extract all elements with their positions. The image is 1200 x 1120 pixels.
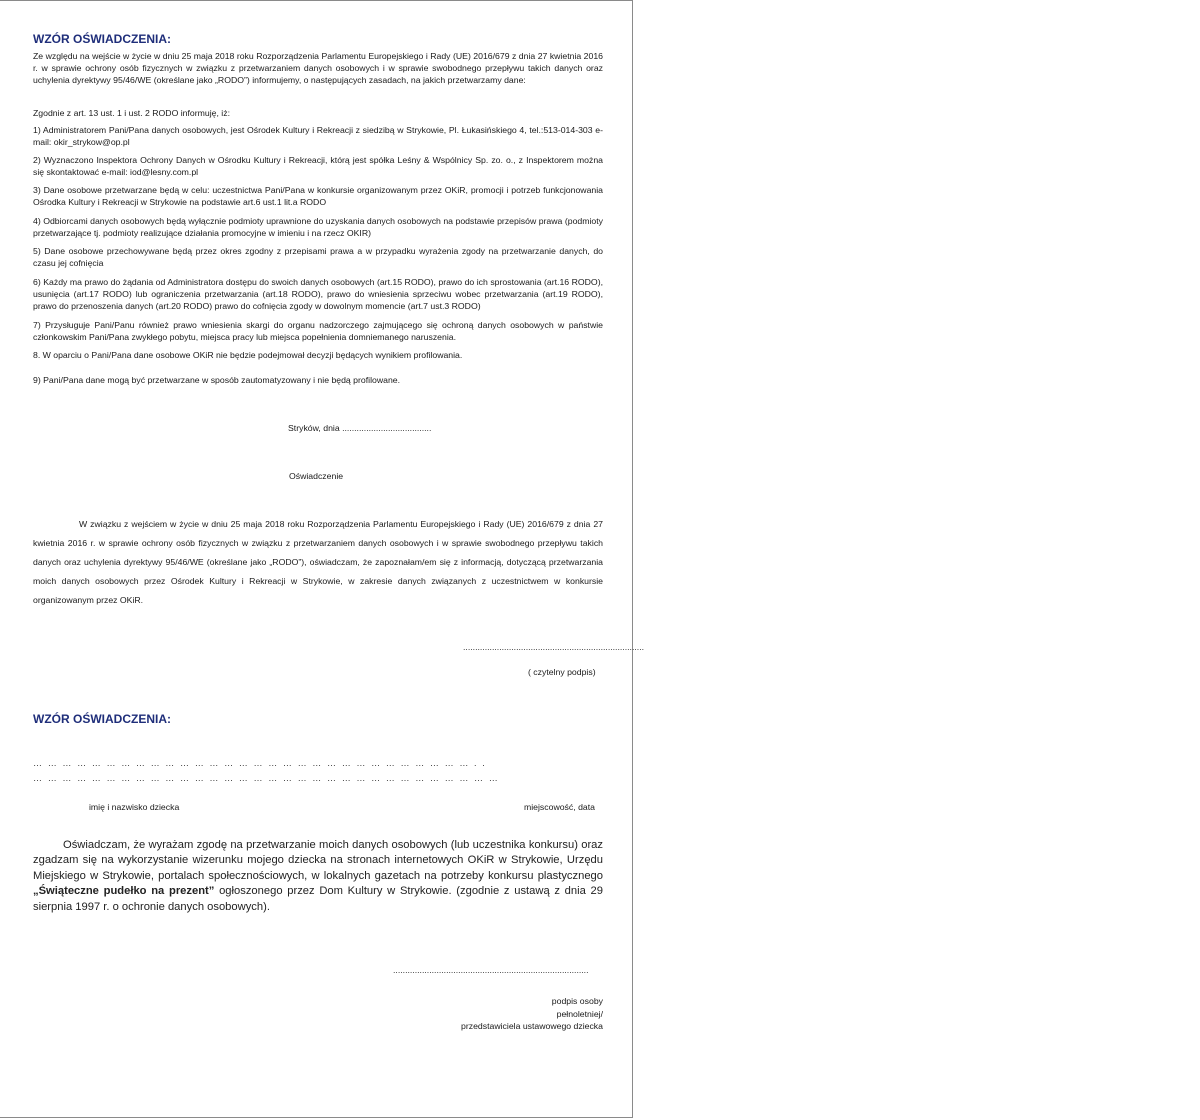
- rodo-point: 9) Pani/Pana dane mogą być przetwarzane w sposób zautomatyzowany i nie będą profilowane.: [33, 375, 401, 385]
- child-name-label: imię i nazwisko dziecka: [89, 802, 180, 812]
- rodo-point: 7) Przysługuje Pani/Panu również prawo wniesienia skargi do organu nadzorczego zajmującego się ochroną danych osobowych w państwie członkowskim Pani/Pana zwykłego pobytu, miejsca pracy lub miejsca popełnienia domniemanego naruszenia.: [33, 320, 603, 343]
- consent-text-part-2: ogłoszonego przez Dom Kultury w Strykowie. (zgodnie z ustawą z dnia 29 sierpnia 1997 r. o ochronie danych osobowych).: [33, 885, 603, 913]
- rodo-point: 4) Odbiorcami danych osobowych będą wyłącznie podmioty uprawnione do uzyskania danych osobowych na podstawie przepisów prawa (podmioty przetwarzające tj. podmioty realizujące działania promocyjne w imieniu i na rzecz OKIR): [33, 216, 603, 239]
- signature-caption-line: pełnoletniej/: [556, 1008, 603, 1019]
- consent-paragraph: [33, 838, 603, 915]
- statement-body: [33, 515, 603, 610]
- heading-wzor-oswiadczenia-2: WZÓR OŚWIADCZENIA:: [33, 712, 171, 726]
- contest-name: „Świąteczne pudełko na prezent”: [33, 885, 215, 898]
- signature-line: ...........................................................................: [463, 642, 645, 652]
- place-date-label: miejscowość, data: [524, 802, 595, 812]
- heading-wzor-oswiadczenia: WZÓR OŚWIADCZENIA:: [33, 32, 171, 46]
- rodo-point: 6) Każdy ma prawo do żądania od Administratora dostępu do swoich danych osobowych (art.15 RODO), prawo do ich sprostowania (art.16 RODO), usunięcia (art.17 RODO) lub ograniczenia przetwarzania (art.18 RODO), prawo do wniesienia sprzeciwu wobec przetwarzania (art.19 RODO), prawo do przenoszenia danych (art.20 RODO) prawo do cofnięcia zgody w dowolnym momencie (art.7 ust.3 RODO): [33, 277, 603, 312]
- signature-caption: ( czytelny podpis): [528, 667, 596, 677]
- statement-title: Oświadczenie: [289, 471, 344, 481]
- rodo-point: 2) Wyznaczono Inspektora Ochrony Danych w Ośrodku Kultury i Rekreacji, którą jest spółka Leśny & Wspólnicy Sp. zo. o., z Inspektorem można się skontaktować e-mail: iod@lesny.com.pl: [33, 155, 603, 178]
- signature-caption-line: podpis osoby: [551, 996, 603, 1006]
- statement-text: W związku z wejściem w życie w dniu 25 maja 2018 roku Rozporządzenia Parlamentu Europejskiego i Rady (UE) 2016/679 z dnia 27 kwietnia 2016 r. w sprawie ochrony osób fizycznych w związku z przetwarzaniem danych osobowych i w sprawie swobodnego przepływu takich danych oraz uchylenia dyrektywy 95/46/WE (określane jako „RODO”), oświadczam, że zapoznałam/em się z informacją, dotyczącą przetwarzania moich danych osobowych przez Ośrodek Kultury i Rekreacji w Strykowie, w zakresie danych związanych z uczestnictwem w konkursie organizowanym przez OKiR.: [33, 519, 603, 605]
- rodo-point: 5) Dane osobowe przechowywane będą przez okres zgodny z przepisami prawa a w przypadku wyrażenia zgody na przetwarzanie danych, do czasu jej cofnięcia: [33, 246, 603, 269]
- rodo-point: 3) Dane osobowe przetwarzane będą w celu: uczestnictwa Pani/Pana w konkursie organizowanym przez OKiR, promocji i potrzeb funkcjonowania Ośrodka Kultury i Rekreacji w Strykowie na podstawie art.6 ust.1 lit.a RODO: [33, 185, 603, 208]
- intro-paragraph-2: Zgodnie z art. 13 ust. 1 i ust. 2 RODO informuję, iż:: [33, 108, 230, 118]
- signature-caption-2: [461, 995, 603, 1033]
- intro-paragraph: Ze względu na wejście w życie w dniu 25 maja 2018 roku Rozporządzenia Parlamentu Europejskiego i Rady (UE) 2016/679 z dnia 27 kwietnia 2016 r. w sprawie ochrony osób fizycznych w związku z przetwarzaniem danych osobowych i w sprawie swobodnego przepływu takich danych oraz uchylenia dyrektywy 95/46/WE (określane jako „RODO”) informujemy, o następujących zasadach, na jakich przetwarzamy dane:: [33, 51, 603, 86]
- place-date-line: Stryków, dnia .....................................: [288, 423, 432, 433]
- rodo-point: 8. W oparciu o Pani/Pana dane osobowe OKiR nie będzie podejmował decyzji będących wynikiem profilowania.: [33, 350, 463, 360]
- signature-caption-line: przedstawiciela ustawowego dziecka: [461, 1021, 603, 1031]
- dotted-fill-line: … … … … … … … … … … … … … … … … … … … … … … … … … … … … … … . .: [33, 758, 487, 768]
- rodo-point: 1) Administratorem Pani/Pana danych osobowych, jest Ośrodek Kultury i Rekreacji z siedzibą w Strykowie, Pl. Łukasińskiego 4, tel.:513-014-303 e-mail: okir_strykow@op.pl: [33, 125, 603, 148]
- signature-line-2: .................................................................................: [393, 965, 589, 975]
- dotted-fill-line: … … … … … … … … … … … … … … … … … … … … … … … … … … … … … … … …: [33, 773, 500, 783]
- consent-text-part-1: Oświadczam, że wyrażam zgodę na przetwarzanie moich danych osobowych (lub uczestnika konkursu) oraz zgadzam się na wykorzystanie wizerunku mojego dziecka na stronach internetowych OKiR w Strykowie, Urzędu Miejskiego w Strykowie, portalach społecznościowych, w lokalnych gazetach na potrzeby konkursu plastycznego: [33, 839, 603, 882]
